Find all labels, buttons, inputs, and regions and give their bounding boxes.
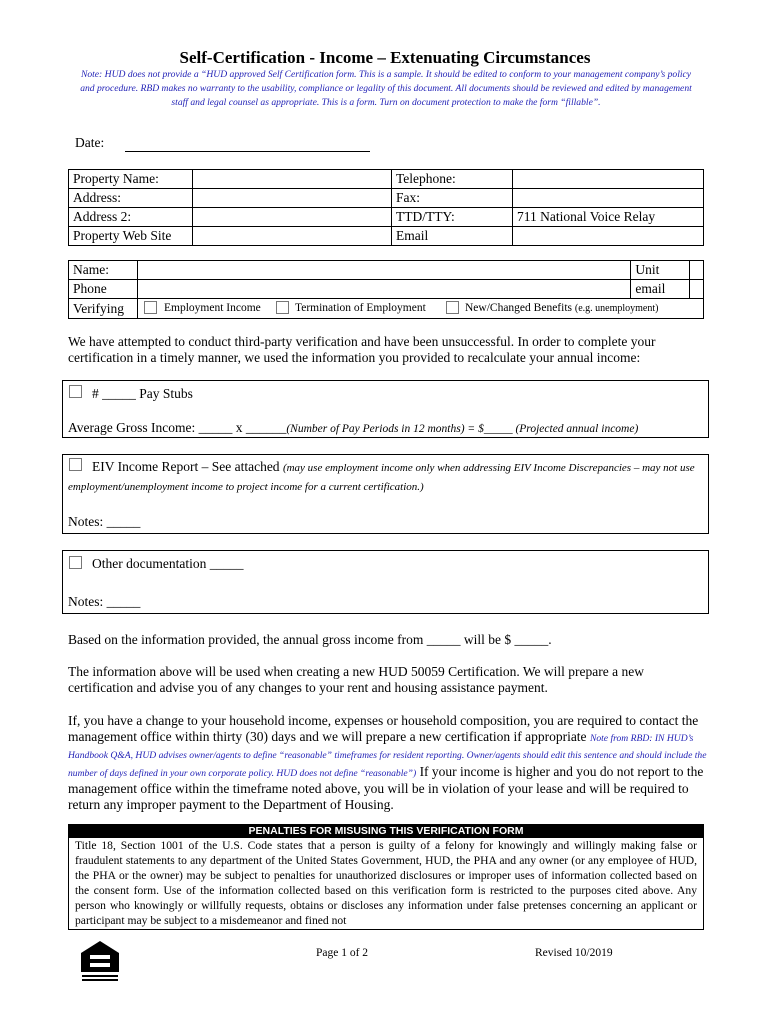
benefits-label: New/Changed Benefits (e.g. unemployment): [465, 302, 659, 314]
phone-field[interactable]: [138, 280, 631, 299]
address-label: Address:: [69, 189, 193, 208]
based-on-paragraph: Based on the information provided, the annual gross income from _____ will be $ _____.: [68, 632, 552, 647]
penalties-heading: PENALTIES FOR MISUSING THIS VERIFICATION FORM: [69, 825, 703, 838]
website-field[interactable]: [193, 227, 392, 246]
property-table: [68, 169, 704, 246]
rbd-note: Note from RBD: IN HUD’s Handbook Q&A, HUD advises owner/agents to define “reasonable” timeframes for resident reporting. Owner/agents should edit this sentence and should include the number of days defined in your own corporate policy. HUD does not define “reasonable”): [68, 732, 707, 779]
eiv-notes: Notes: _____: [68, 514, 141, 529]
date-label: Date:: [75, 135, 105, 150]
address2-label: Address 2:: [69, 208, 193, 227]
penalties-box: [68, 824, 704, 930]
name-field[interactable]: [138, 261, 631, 280]
form-title: Self-Certification - Income – Extenuating Circumstances: [179, 48, 591, 67]
equal-housing-opportunity-icon: [80, 940, 120, 982]
average-income-line: Average Gross Income: _____ x ______(Number of Pay Periods in 12 months) = $_____ (Projected annual income): [68, 420, 639, 435]
eiv-text: EIV Income Report – See attached (may use employment income only when addressing EIV Income Discrepancies – may not use employment/unemployment income to project income for a current certification.): [68, 459, 695, 493]
penalties-body: Title 18, Section 1001 of the U.S. Code states that a person is guilty of a felony for knowingly and willingly making false or fraudulent statements to any department of the United States Government, HUD, the PHA and any owner (or any employee of HUD, the PHA or the owner) may be subject to penalties for unauthorized disclosures or improper uses of information collected based on the consent form. Use of the information collected based on this verification form is restricted to the purposes cited above. Any person who knowingly or willfully requests, obtains or discloses any information under false pretenses concerning an applicant or participant may be subject to a misdemeanor and fined not: [75, 839, 697, 927]
resident-table: [68, 260, 704, 319]
property-name-label: Property Name:: [69, 170, 193, 189]
termination-label: Termination of Employment: [295, 302, 426, 314]
revised-date: Revised 10/2019: [535, 947, 613, 959]
information-paragraph: The information above will be used when creating a new HUD 50059 Certification. We will prepare a new certification and advise you of any changes to your rent and housing assistance payment.: [68, 664, 644, 695]
employment-income-label: Employment Income: [164, 302, 261, 314]
unit-field[interactable]: [690, 261, 704, 280]
resident-email-label: email: [631, 280, 690, 299]
change-paragraph: If, you have a change to your household income, expenses or household composition, you are required to contact the management office within thirty (30) days and we will prepare a new certification if appropriate Note from RBD: IN HUD’s Handbook Q&A, HUD advises owner/agents to define “reasonable” timeframes for resident reporting. Owner/agents should edit this sentence and should include the number of days defined in your own corporate policy. HUD does not define “reasonable”) If your income is higher and you do not report to the management office within the timeframe noted above, you will be in violation of your lease and will be required to return any improper payment to the Department of Housing.: [68, 713, 707, 812]
email-field[interactable]: [513, 227, 704, 246]
verifying-label: Verifying: [69, 299, 138, 319]
email-label: Email: [392, 227, 513, 246]
verifying-options: [138, 299, 704, 319]
termination-checkbox[interactable]: [276, 301, 289, 314]
other-doc-label: Other documentation _____: [92, 556, 244, 571]
other-doc-notes: Notes: _____: [68, 594, 141, 609]
page-number: Page 1 of 2: [316, 947, 369, 959]
tty-field[interactable]: 711 National Voice Relay: [513, 208, 704, 227]
fax-field[interactable]: [513, 189, 704, 208]
telephone-label: Telephone:: [392, 170, 513, 189]
tty-label: TTD/TTY:: [392, 208, 513, 227]
other-doc-checkbox[interactable]: [69, 556, 82, 569]
resident-email-field[interactable]: [690, 280, 704, 299]
disclaimer-note: Note: HUD does not provide a “HUD approved Self Certification form. This is a sample. It should be edited to conform to your management company’s policy and procedure. RBD makes no warranty to the usability, compliance or legality of this document. All documents should be reviewed and edited by management staff and legal counsel as appropriate. This is a form. Turn on document protection to make the form “fillable”.: [80, 69, 692, 108]
telephone-field[interactable]: [513, 170, 704, 189]
address-field[interactable]: [193, 189, 392, 208]
benefits-checkbox[interactable]: [446, 301, 459, 314]
employment-income-checkbox[interactable]: [144, 301, 157, 314]
intro-paragraph: We have attempted to conduct third-party verification and have been unsuccessful. In order to complete your certification in a timely manner, we used the information you provided to recalculate your annual income:: [68, 334, 656, 365]
date-field[interactable]: [125, 151, 370, 152]
address2-field[interactable]: [193, 208, 392, 227]
website-label: Property Web Site: [69, 227, 193, 246]
phone-label: Phone: [69, 280, 138, 299]
unit-label: Unit: [631, 261, 690, 280]
property-name-field[interactable]: [193, 170, 392, 189]
name-label: Name:: [69, 261, 138, 280]
paystubs-checkbox[interactable]: [69, 385, 82, 398]
fax-label: Fax:: [392, 189, 513, 208]
paystubs-line: # _____ Pay Stubs: [92, 386, 193, 401]
